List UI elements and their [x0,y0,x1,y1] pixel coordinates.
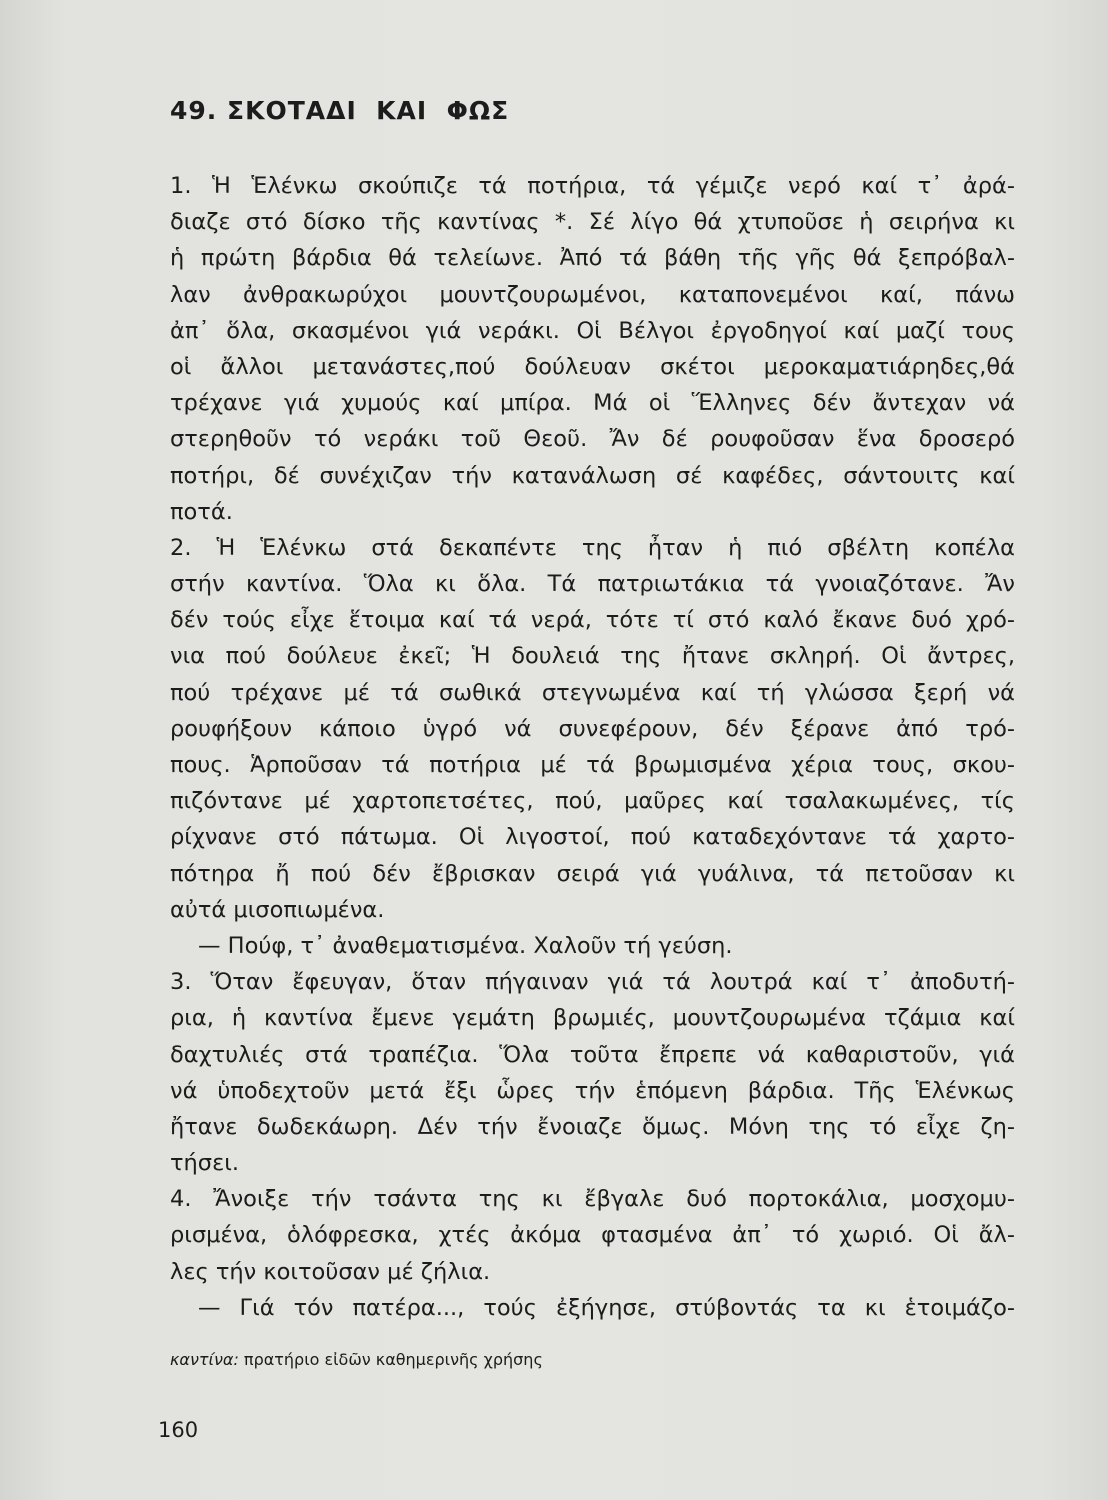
text-line: τήσει. [170,1150,239,1177]
text-line: στήν καντίνα. Ὅλα κι ὅλα. Τά πατριωτάκια τά γνοιαζότανε. Ἄν [170,571,1015,598]
text-line: δαχτυλιές στά τραπέζια. Ὅλα τοῦτα ἔπρεπε νά καθαριστοῦν, γιά [170,1041,1015,1068]
chapter-title: 49. ΣΚΟΤΑΔΙ ΚΑΙ ΦΩΣ [170,96,510,125]
text-line: πότηρα ἤ πού δέν ἔβρισκαν σειρά γιά γυάλινα, τά πετοῦσαν κι [170,860,1015,887]
text-line: 1. Ἡ Ἑλένκω σκούπιζε τά ποτήρια, τά γέμιζε νερό καί τ᾽ ἀρά- [170,173,1015,199]
text-line: δέν τούς εἶχε ἕτοιμα καί τά νερά, τότε τί στό καλό ἔκανε δυό χρό- [170,607,1015,634]
dialogue-line: — Πούφ, τ᾽ ἀναθεματισμένα. Χαλοῦν τή γεύση. [198,932,733,959]
chapter-body [170,168,1015,1326]
footnote [170,1350,543,1369]
text-line: ἤτανε δωδεκάωρη. Δέν τήν ἔνοιαζε ὅμως. Μόνη της τό εἶχε ζη- [170,1113,1015,1140]
text-line: τρέχανε γιά χυμούς καί μπίρα. Μά οἱ Ἕλληνες δέν ἄντεχαν νά [170,390,1015,417]
text-line: ποτήρι, δέ συνέχιζαν τήν κατανάλωση σέ καφέδες, σάντουιτς καί [170,462,1015,489]
text-line: πού τρέχανε μέ τά σωθικά στεγνωμένα καί τή γλώσσα ξερή νά [170,679,1015,706]
text-line: ἀπ᾽ ὅλα, σκασμένοι γιά νεράκι. Οἱ Βέλγοι ἐργοδηγοί καί μαζί τους [170,317,1015,344]
text-line: ρίχνανε στό πάτωμα. Οἱ λιγοστοί, πού καταδεχόντανε τά χαρτο- [170,824,1015,851]
text-line: ρισμένα, ὁλόφρεσκα, χτές ἀκόμα φτασμένα ἀπ᾽ τό χωριό. Οἱ ἄλ- [170,1222,1015,1249]
text-line: αὐτά μισοπιωμένα. [170,896,385,923]
text-line: νια πού δούλευε ἐκεῖ; Ἡ δουλειά της ἤτανε σκληρή. Οἱ ἄντρες, [170,643,1015,670]
text-line: 4. Ἄνοιξε τήν τσάντα της κι ἔβγαλε δυό πορτοκάλια, μοσχομυ- [170,1186,1015,1213]
text-line: πιζόντανε μέ χαρτοπετσέτες, πού, μαῦρες καί τσαλακωμένες, τίς [170,788,1015,815]
text-line: 2. Ἡ Ἑλένκω στά δεκαπέντε της ἦταν ἡ πιό σβέλτη κοπέλα [170,534,1015,561]
text-line: ρια, ἡ καντίνα ἔμενε γεμάτη βρωμιές, μουντζουρωμένα τζάμια καί [170,1005,1015,1032]
footnote-term: καντίνα: [170,1350,239,1369]
text-line: 3. Ὅταν ἔφευγαν, ὅταν πήγαιναν γιά τά λουτρά καί τ᾽ ἀποδυτή- [170,969,1015,996]
text-line: διαζε στό δίσκο τῆς καντίνας *. Σέ λίγο θά χτυποῦσε ἡ σειρήνα κι [170,209,1015,236]
dialogue-line: — Γιά τόν πατέρα..., τούς ἐξήγησε, στύβοντάς τα κι ἑτοιμάζο- [198,1294,1015,1321]
footnote-definition: πρατήριο εἰδῶν καθημερινῆς χρήσης [238,1350,543,1369]
text-line: ἡ πρώτη βάρδια θά τελείωνε. Ἀπό τά βάθη τῆς γῆς θά ξεπρόβαλ- [170,245,1015,272]
text-line: πους. Ἁρποῦσαν τά ποτήρια μέ τά βρωμισμένα χέρια τους, σκου- [170,752,1015,778]
text-line: στερηθοῦν τό νεράκι τοῦ Θεοῦ. Ἄν δέ ρουφοῦσαν ἕνα δροσερό [170,426,1015,453]
text-line: ποτά. [170,498,233,525]
text-line: ρουφήξουν κάποιο ὑγρό νά συνεφέρουν, δέν ξέρανε ἀπό τρό- [170,715,1015,742]
text-line: λαν ἀνθρακωρύχοι μουντζουρωμένοι, καταπονεμένοι καί, πάνω [170,281,1015,308]
page-number: 160 [158,1418,199,1442]
text-line: οἱ ἄλλοι μετανάστες,πού δούλευαν σκέτοι μεροκαματιάρηδες,θά [170,353,1015,380]
text-line: λες τήν κοιτοῦσαν μέ ζήλια. [170,1258,491,1285]
text-line: νά ὑποδεχτοῦν μετά ἔξι ὧρες τήν ἑπόμενη βάρδια. Τῆς Ἑλένκως [170,1077,1015,1104]
